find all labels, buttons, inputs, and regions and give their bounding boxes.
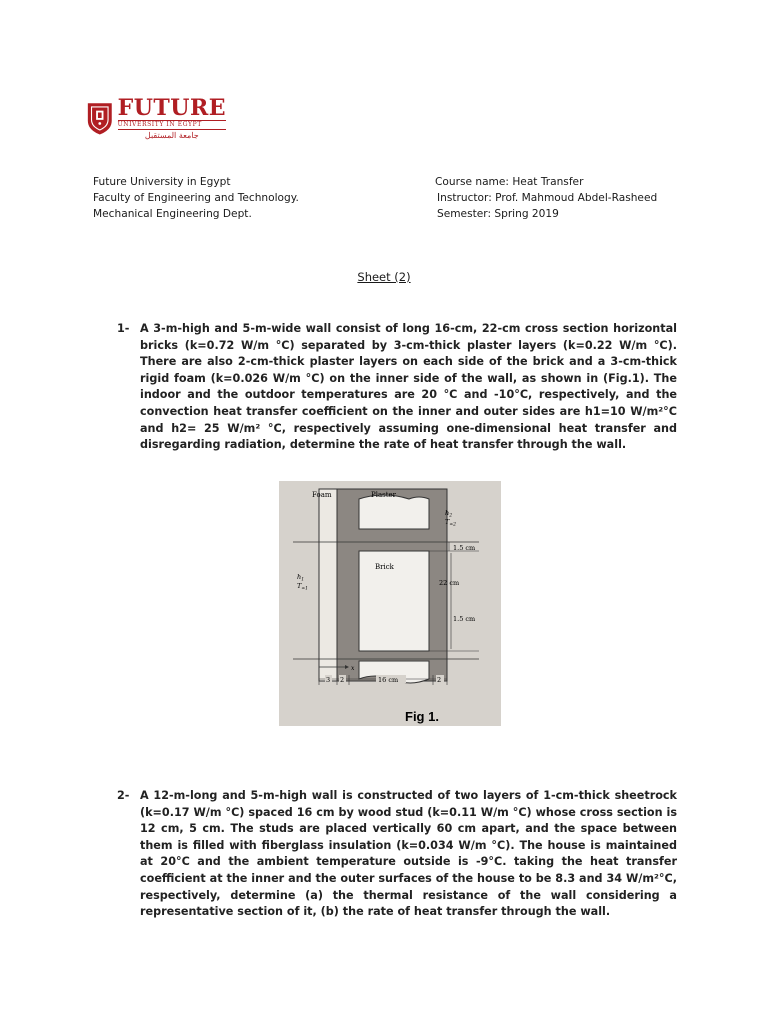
crest-icon [86, 99, 114, 137]
header-right [435, 174, 657, 222]
dim-2b-label: 2 [437, 676, 442, 684]
university-name: Future University in Egypt [93, 176, 231, 188]
brick-label: Brick [375, 563, 394, 571]
course-name: Course name: Heat Transfer [435, 176, 584, 188]
problem-text: A 12-m-long and 5-m-high wall is constructed of two layers of 1-cm-thick sheetrock (k=0.17 W/m °C) spaced 16 cm by wood stud (k=0.11 W/m °C) whose cross section is 12 cm, 5 cm. The studs are placed vertically 60 cm apart, and the space between them is filled with fiberglass insulation (k=0.034 W/m °C). The house is maintained at 20°C and the ambient temperature outside is -9°C. taking the heat transfer coefficient at the inner and the outer surfaces of the house to be 8.3 and 34 W/m²°C, respectively, determine (a) the thermal resistance of the wall considering a representative section of it, (b) the rate of heat transfer through the wall. [140, 789, 677, 919]
semester: Semester: Spring 2019 [437, 208, 559, 220]
problem-text: A 3-m-high and 5-m-wide wall consist of long 16-cm, 22-cm cross section horizontal bricks (k=0.72 W/m °C) separated by 3-cm-thick plaster layers (k=0.22 W/m °C). There are also 2-cm-thick plaster layers on each side of the brick and a 3-cm-thick rigid foam (k=0.026 W/m °C) on the inner side of the wall, as shown in (Fig.1). The indoor and the outdoor temperatures are 20 °C and -10°C, respectively, and the convection heat transfer coefficient on the inner and outer sides are h1=10 W/m²°C and h2= 25 W/m² °C, respectively assuming one-dimensional heat transfer and disregarding radiation, determine the rate of heat transfer through the wall. [140, 322, 677, 452]
t1-label: $T_{\infty 1}$ [297, 582, 308, 592]
department-name: Mechanical Engineering Dept. [93, 208, 252, 220]
problem-1 [117, 321, 677, 454]
h1-label: $h_1$ [297, 573, 305, 583]
h2-label: $h_2$ [445, 509, 453, 519]
dim-16-label: 16 cm [378, 676, 399, 684]
brick-middle [359, 551, 429, 651]
problem-2 [117, 788, 677, 921]
dim-mid-label: 22 cm [439, 579, 460, 587]
foam-layer [319, 489, 337, 681]
x-axis-label: x [351, 665, 355, 672]
problem-number: 2- [117, 789, 130, 802]
figure-1 [279, 481, 501, 726]
logo-text [117, 94, 226, 140]
dim-bottom-label: 1.5 cm [453, 615, 476, 623]
brick-top [359, 495, 429, 529]
t2-label: $T_{\infty 2}$ [445, 518, 456, 528]
header-left [93, 174, 299, 222]
logo-subtitle: UNIVERSITY IN EGYPT [118, 120, 226, 130]
foam-label: Foam [312, 491, 332, 499]
faculty-name: Faculty of Engineering and Technology. [93, 192, 299, 204]
logo-name: FUTURE [117, 94, 226, 121]
logo-arabic: جامعة المستقبل [144, 130, 199, 140]
problem-number: 1- [117, 322, 130, 335]
figure-caption: Fig 1. [405, 709, 439, 724]
plaster-label: Plaster [371, 491, 397, 499]
dim-3-label: 3 [326, 676, 331, 684]
dim-top-label: 1.5 cm [453, 544, 476, 552]
sheet-title: Sheet (2) [357, 270, 411, 284]
university-logo [86, 94, 226, 142]
instructor-name: Instructor: Prof. Mahmoud Abdel-Rasheed [437, 192, 658, 204]
dim-2a-label: 2 [340, 676, 345, 684]
